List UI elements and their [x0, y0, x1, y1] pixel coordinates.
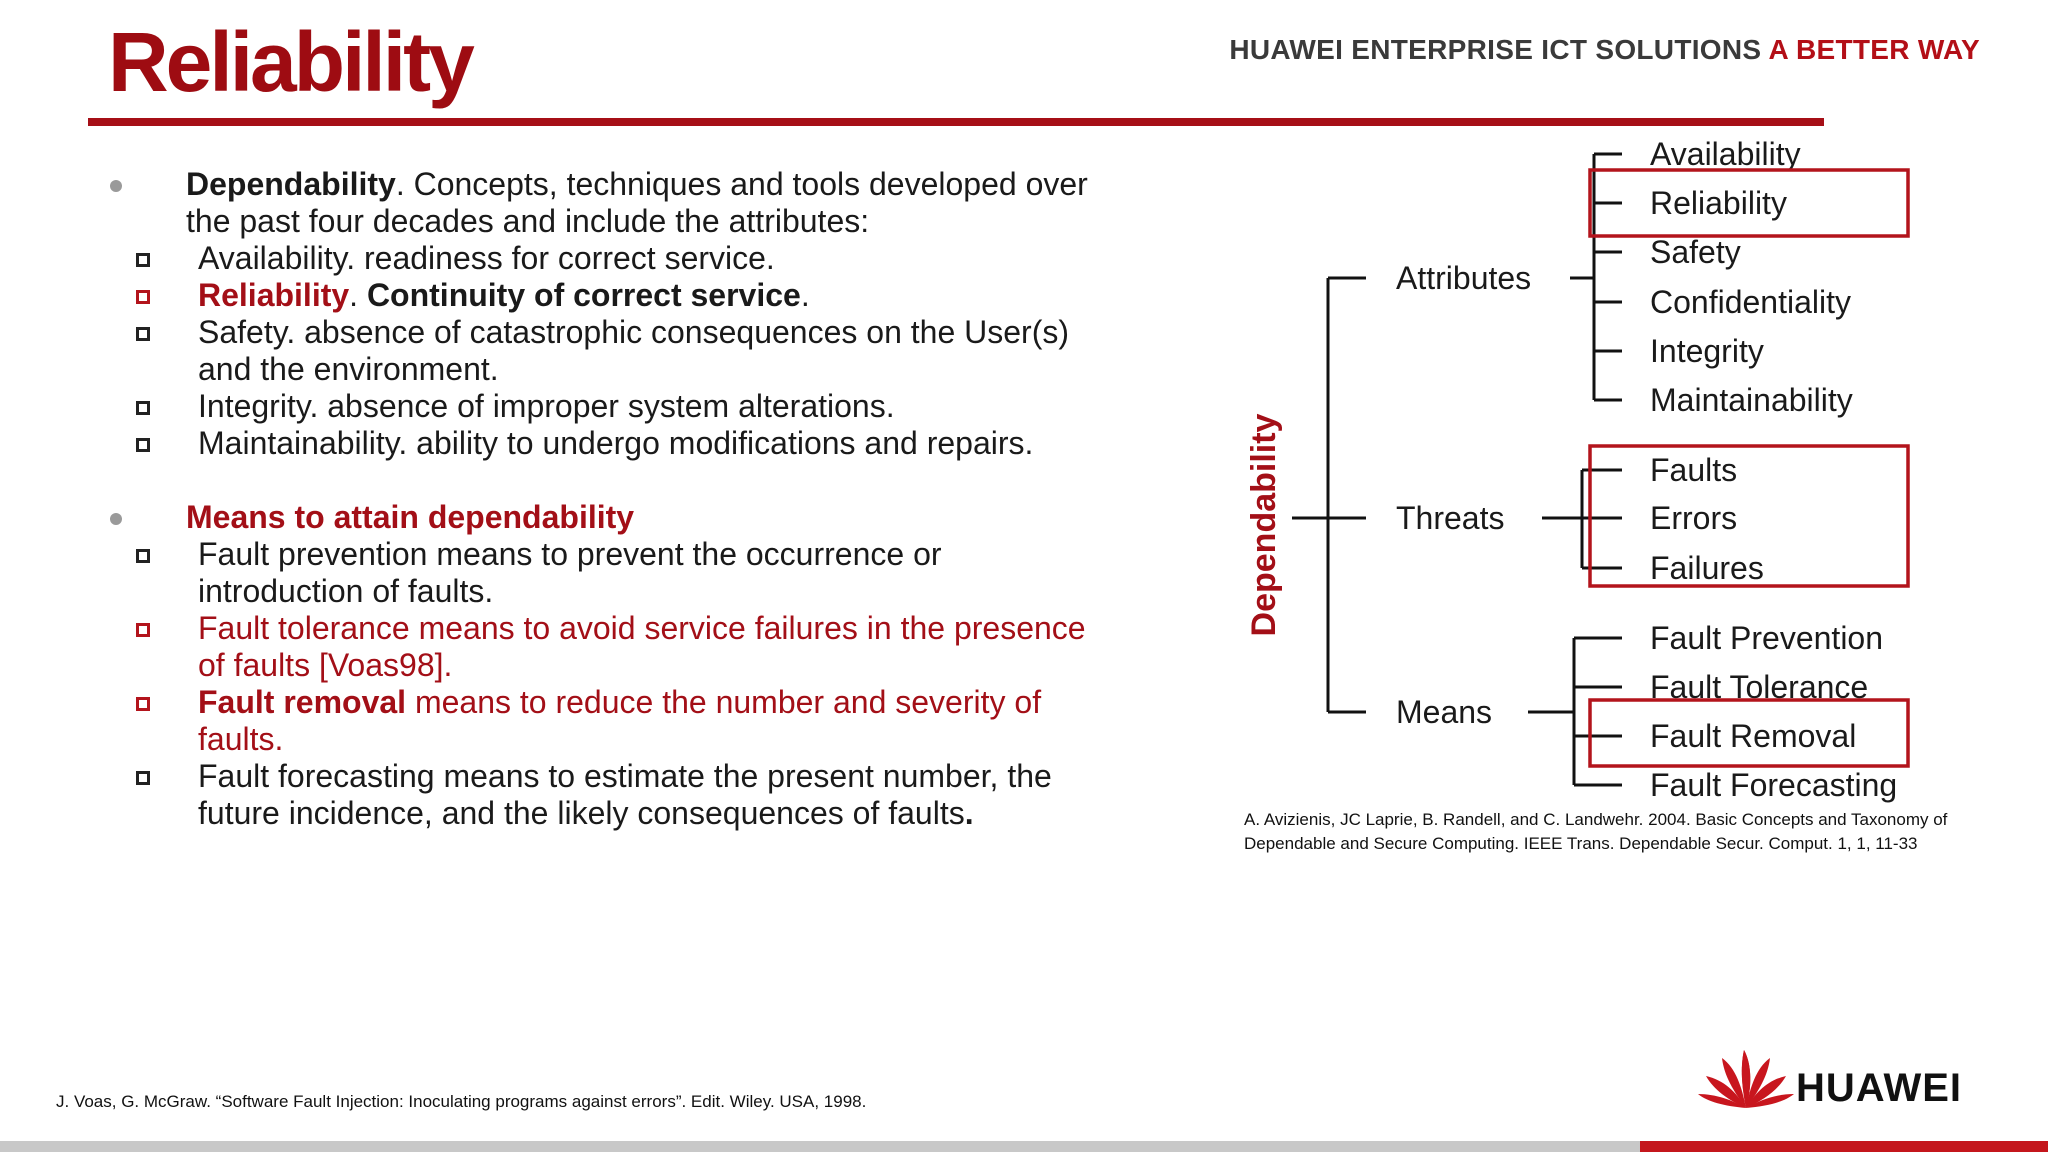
brand-accent: A BETTER WAY: [1768, 34, 1980, 65]
square-bullet-icon: [136, 327, 150, 341]
square-bullet-icon: [136, 549, 150, 563]
integrity-item: Integrity. absence of improper system alterations.: [198, 388, 895, 424]
branch-means: Means: [1396, 694, 1493, 730]
fault-removal-term: Fault removal: [198, 684, 407, 720]
means-list: [108, 536, 1108, 832]
bullet-dependability: [108, 166, 1108, 240]
list-item: [198, 425, 1108, 462]
slide-title: Reliability: [108, 15, 472, 109]
dependability-tree-diagram: [1230, 130, 2020, 810]
tree-lines: [1292, 154, 1622, 785]
leaf-errors: Errors: [1650, 500, 1738, 536]
leaf-maintainability: Maintainability: [1650, 382, 1853, 418]
maintainability-item: Maintainability. ability to undergo modifications and repairs.: [198, 425, 1034, 461]
brand-main: HUAWEI ENTERPRISE ICT SOLUTIONS: [1229, 34, 1762, 65]
fault-forecasting-end: .: [964, 795, 974, 831]
reliability-sep: .: [349, 277, 367, 313]
fault-tolerance-item: Fault tolerance means to avoid service failures in the presence of faults [Voas98].: [198, 610, 1086, 683]
diagram-citation: A. Avizienis, JC Laprie, B. Randell, and C. Landwehr. 2004. Basic Concepts and Taxonomy of Dependable and Secure Computing. IEEE Trans. Dependable Secur. Comput. 1, 1, 11-33: [1244, 810, 1948, 853]
list-item: [198, 240, 1108, 277]
square-bullet-icon: [136, 290, 150, 304]
list-item: [198, 536, 1108, 610]
branch-attributes: Attributes: [1396, 260, 1532, 296]
attributes-list: [108, 240, 1108, 462]
leaf-confidentiality: Confidentiality: [1650, 284, 1851, 320]
leaf-failures: Failures: [1650, 550, 1764, 586]
brand-tagline: [1229, 34, 1980, 66]
leaf-fault-prevention: Fault Prevention: [1650, 620, 1884, 656]
leaf-faults: Faults: [1650, 452, 1738, 488]
dependability-term: Dependability: [186, 166, 396, 202]
reference-footnote: J. Voas, G. McGraw. “Software Fault Injection: Inoculating programs against errors”. Edit. Wiley. USA, 1998.: [56, 1092, 867, 1111]
fault-prevention-item: Fault prevention means to prevent the occurrence or introduction of faults.: [198, 536, 942, 609]
fault-forecasting-item: Fault forecasting means to estimate the present number, the future incidence, and the likely consequences of faults: [198, 758, 1052, 831]
availability-item: Availability. readiness for correct service.: [198, 240, 775, 276]
leaf-fault-forecasting: Fault Forecasting: [1650, 767, 1898, 803]
branch-threats: Threats: [1396, 500, 1505, 536]
huawei-logo-text: HUAWEI: [1796, 1066, 1962, 1110]
square-bullet-icon: [136, 623, 150, 637]
square-bullet-icon: [136, 697, 150, 711]
bullet-dot-icon: [110, 180, 122, 192]
square-bullet-icon: [136, 401, 150, 415]
leaf-fault-removal: Fault Removal: [1650, 718, 1857, 754]
fault-removal-rest: means to reduce the number and severity of faults.: [198, 684, 1042, 757]
square-bullet-icon: [136, 253, 150, 267]
means-heading: Means to attain dependability: [186, 499, 635, 535]
reliability-end: .: [800, 277, 810, 313]
bullet-means: [108, 499, 1108, 536]
square-bullet-icon: [136, 771, 150, 785]
list-item: [198, 758, 1108, 832]
leaf-availability: Availability: [1650, 136, 1801, 172]
tree-branch-labels: [1396, 260, 1531, 730]
bullet-dot-icon: [110, 513, 122, 525]
leaf-safety: Safety: [1650, 234, 1741, 270]
list-item: [198, 314, 1108, 388]
tree-root-label: Dependability: [1245, 413, 1283, 637]
bottom-bar-accent: [1640, 1141, 2048, 1152]
reliability-term: Reliability: [198, 277, 350, 313]
list-item: [198, 610, 1108, 684]
leaf-fault-tolerance: Fault Tolerance: [1650, 669, 1869, 705]
safety-item: Safety. absence of catastrophic consequences on the User(s) and the environment.: [198, 314, 1069, 387]
bullet-content: [108, 166, 1108, 832]
list-item: [198, 388, 1108, 425]
leaf-reliability: Reliability: [1650, 185, 1787, 221]
leaf-integrity: Integrity: [1650, 333, 1764, 369]
dependability-text: . Concepts, techniques and tools developed over the past four decades and include the attributes:: [186, 166, 1088, 239]
list-item: [198, 277, 1108, 314]
reliability-definition: Continuity of correct service: [366, 277, 801, 313]
title-underline: [88, 118, 1824, 126]
square-bullet-icon: [136, 438, 150, 452]
list-item: [198, 684, 1108, 758]
